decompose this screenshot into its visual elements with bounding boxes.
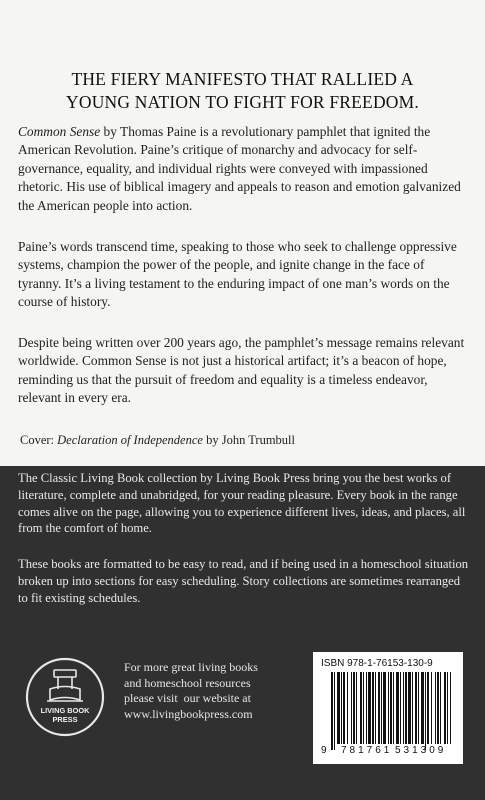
cover-credit-suffix: by John Trumbull	[202, 433, 295, 447]
paragraph-transcend-time: Paine’s words transcend time, speaking to those who seek to challenge oppressive systems, champion the power of the people, and ignite change in the face of tyranny. It’s a living testament to the enduring impact of one man’s words on the course of history.	[18, 239, 457, 310]
barcode-digit-group-1: 781761	[341, 745, 393, 756]
cover-credit-title: Declaration of Independence	[57, 433, 203, 447]
barcode-digit-first: 9	[321, 745, 327, 756]
promo-line-1: For more great living books	[124, 660, 258, 674]
title-common-sense: Common Sense	[18, 124, 101, 139]
logo-line-1: LIVING BOOK	[40, 706, 90, 715]
isbn-label: ISBN 978-1-76153-130-9	[321, 658, 433, 669]
headline-line-1: THE FIERY MANIFESTO THAT RALLIED A	[71, 69, 414, 89]
website-promo	[124, 660, 284, 722]
promo-website-link: www.livingbookpress.com	[124, 706, 253, 721]
living-book-press-logo	[24, 656, 106, 738]
cover-credit-prefix: Cover:	[20, 433, 58, 447]
paragraph-relevance: Despite being written over 200 years ago, the pamphlet’s message remains relevant worldwide. Common Sense is not just a historical artifact; it’s a beacon of hope, reminding us that the pursuit of freedom and equality is a timeless endeavor, relevant in every era.	[18, 335, 465, 406]
paragraph-1-text: by Thomas Paine is a revolutionary pamphlet that ignited the American Revolution. Paine’s critique of monarchy and advocacy for self-governance, equality, and individual rights were conveyed with impassioned rhetoric. His use of biblical imagery and appeals to reason and emotion galvanized the American people into action.	[18, 124, 461, 213]
headline-line-2: YOUNG NATION TO FIGHT FOR FREEDOM.	[66, 92, 419, 112]
cover-credit	[20, 433, 295, 448]
promo-line-2: and homeschool resources	[124, 675, 251, 690]
paragraph-common-sense	[18, 123, 470, 215]
collection-paragraph-1: The Classic Living Book collection by Living Book Press bring you the best works of literature, complete and unabridged, for your reading pleasure. Every book in the range comes alive on the page, allowing you to experience different lives, ideas, and places, all from the comfort of home.	[18, 471, 466, 536]
headline	[20, 68, 465, 114]
isbn-barcode	[313, 652, 463, 764]
barcode-digit-group-2: 531309	[395, 745, 447, 756]
collection-paragraph-2: These books are formatted to be easy to read, and if being used in a homeschool situation broken up into sections for easy scheduling. Story collections are sometimes rearranged to fit existing schedules.	[18, 557, 469, 605]
publisher-panel	[0, 466, 485, 800]
book-stack-icon	[47, 670, 83, 701]
logo-line-2: PRESS	[52, 715, 78, 724]
promo-line-3: please visit our website at	[124, 691, 251, 705]
